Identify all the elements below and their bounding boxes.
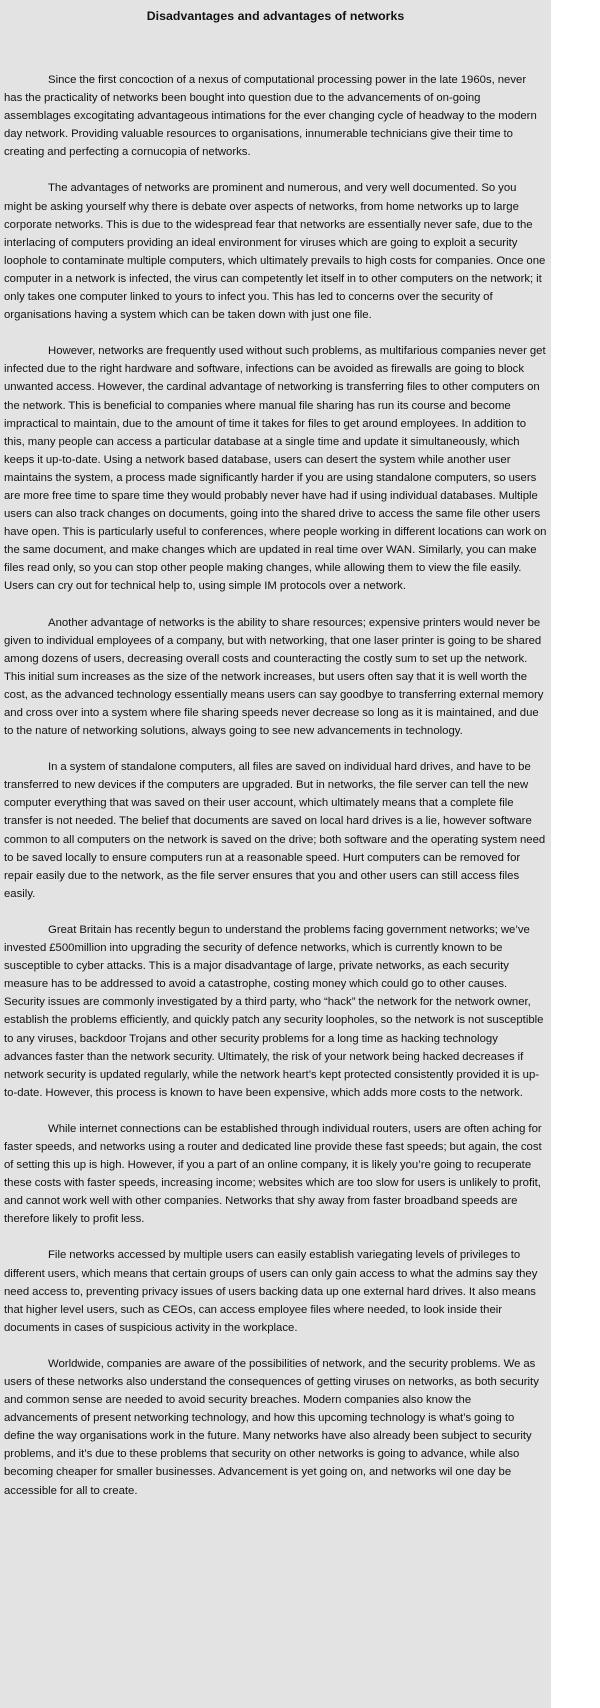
paragraph-resource-sharing: Another advantage of networks is the ability to share resources; expensive printers would never be given to individual employees of a company, but with networking, that one laser printer is going to be shared among dozens of users, decreasing overall costs and counteracting the costly sum to set up the network. This initial sum increases as the size of the network increases, but users often say that it is well worth the cost, as the advanced technology essentially means users can say goodbye to transferring external memory and cross over into a system where file sharing speeds never decrease so long as it is maintained, and due to the nature of networking solutions, always going to see new advancements in technology. bbox=[4, 616, 544, 738]
page-margin bbox=[551, 0, 600, 1708]
paragraph-standalone-comparison: In a system of standalone computers, all files are saved on individual hard drives, and have to be transferred to new devices if the computers are upgraded. But in networks, the file server can tell the new computer everything that was saved on their user account, which ultimately means that a complete file transfer is not needed. The belief that documents are saved on local hard drives is a lie, however software common to all computers on the network is saved on the drive; both software and the operating system need to be saved locally to ensure computers run at a reasonable speed. Hurt computers can be removed for repair easily due to the network, as the file server ensures that you and other users can still access files easily. bbox=[4, 761, 546, 900]
paragraph-user-privileges: File networks accessed by multiple users can easily establish variegating levels of privileges to different users, which means that certain groups of users can only gain access to what the admins say they need access to, preventing privacy issues of users backing data up one external hard drives. It also means that higher level users, such as CEOs, can access employee files where needed, to look inside their documents in cases of suspicious activity in the workplace. bbox=[4, 1249, 538, 1334]
paragraph-file-transfer: However, networks are frequently used without such problems, as multifarious companies never get infected due to the right hardware and software, infections can be avoided as firewalls are going to block unwanted access. However, the cardinal advantage of networking is transferring files to other computers on the network. This is beneficial to companies where manual file sharing has run its course and become impractical to maintain, due to the amount of time it takes for files to get around employees. In addition to this, many people can access a particular database at a single time and update it simultaneously, which keeps it up-to-date. Using a network based database, users can desert the system while another user maintains the system, a process made significantly harder if you are using standalone computers, so users are more free time to spare time they would probably never have had if using individual databases. Multiple users can also track changes on documents, going into the shared drive to access the same file other users have open. This is particularly useful to conferences, where people working in different locations can work on the same document, and make changes which are updated in real time over WAN. Similarly, you can make files read only, so you can stop other people making changes, while allowing them to view the file easily. Users can cry out for technical help to, using simple IM protocols over a network. bbox=[4, 345, 547, 593]
document-title: Disadvantages and advantages of networks bbox=[146, 9, 405, 23]
paragraph-conclusion: Worldwide, companies are aware of the possibilities of network, and the security problems. We as users of these networks also understand the consequences of getting viruses on networks, as both security and common sense are needed to avoid security breaches. Modern companies also know the advancements of present networking technology, and how this upcoming technology is what’s going to define the way organisations work in the future. Many networks have also already been subject to security problems, and it’s due to these problems that security on other networks is going to advance, while also becoming cheaper for smaller businesses. Advancement is yet going on, and networks wil one day be accessible for all to create. bbox=[4, 1357, 539, 1497]
paragraph-security-costs: Great Britain has recently begun to understand the problems facing government networks; we’ve invested £500million into upgrading the security of defence networks, which is currently known to be susceptible to cyber attacks. This is a major disadvantage of large, private networks, as each security measure has to be addressed to avoid a catastrophe, costing money which could go to other causes. Security issues are commonly investigated by a third party, who “hack” the network for the network owner, establish the problems efficiently, and quickly patch any security loopholes, so the network is not susceptible to any viruses, backdoor Trojans and other security problems for a long time as hacking technology advances faster than the network security. Ultimately, the risk of your network being hacked decreases if network security is updated regularly, while the network heart’s kept protected consistently provided it is up-to-date. However, this process is known to have been expensive, which adds more costs to the network. bbox=[4, 923, 544, 1099]
paragraph-connection-speeds: While internet connections can be established through individual routers, users are often aching for faster speeds, and networks using a router and dedicated line provide these fast speeds; but again, the cost of setting this up is high. However, if you a part of an online company, it is likely you’re going to recuperate these costs with faster speeds, increasing income; websites which are too slow for users is unlikely to profit, and cannot work well with other companies. Networks that shy away from faster broadband speeds are therefore likely to profit less. bbox=[4, 1122, 542, 1226]
document-body bbox=[4, 71, 547, 1518]
paragraph-advantages-overview: The advantages of networks are prominent and numerous, and very well documented. So you might be asking yourself why there is debate over aspects of networks, from home networks up to large corporate networks. This is due to the widespread fear that networks are essentially never safe, due to the interlacing of computers providing an ideal environment for viruses which are going to exploit a security loophole to contaminate multiple computers, which ultimately prevails to high costs for companies. Once one computer in a network is infected, the virus can competently let itself in to other computers on the network; it only takes one computer linked to yours to infect you. This has led to concerns over the security of organisations having a system which can be taken down with just one file. bbox=[4, 182, 546, 322]
paragraph-introduction: Since the first concoction of a nexus of computational processing power in the late 1960s, never has the practicality of networks been bought into question due to the advancements of on-going assemblages excogitating advantageous intimations for the ever changing cycle of headway to the modern day network. Providing valuable resources to organisations, innumerable technicians give their time to creating and perfecting a cornucopia of networks. bbox=[4, 74, 537, 159]
